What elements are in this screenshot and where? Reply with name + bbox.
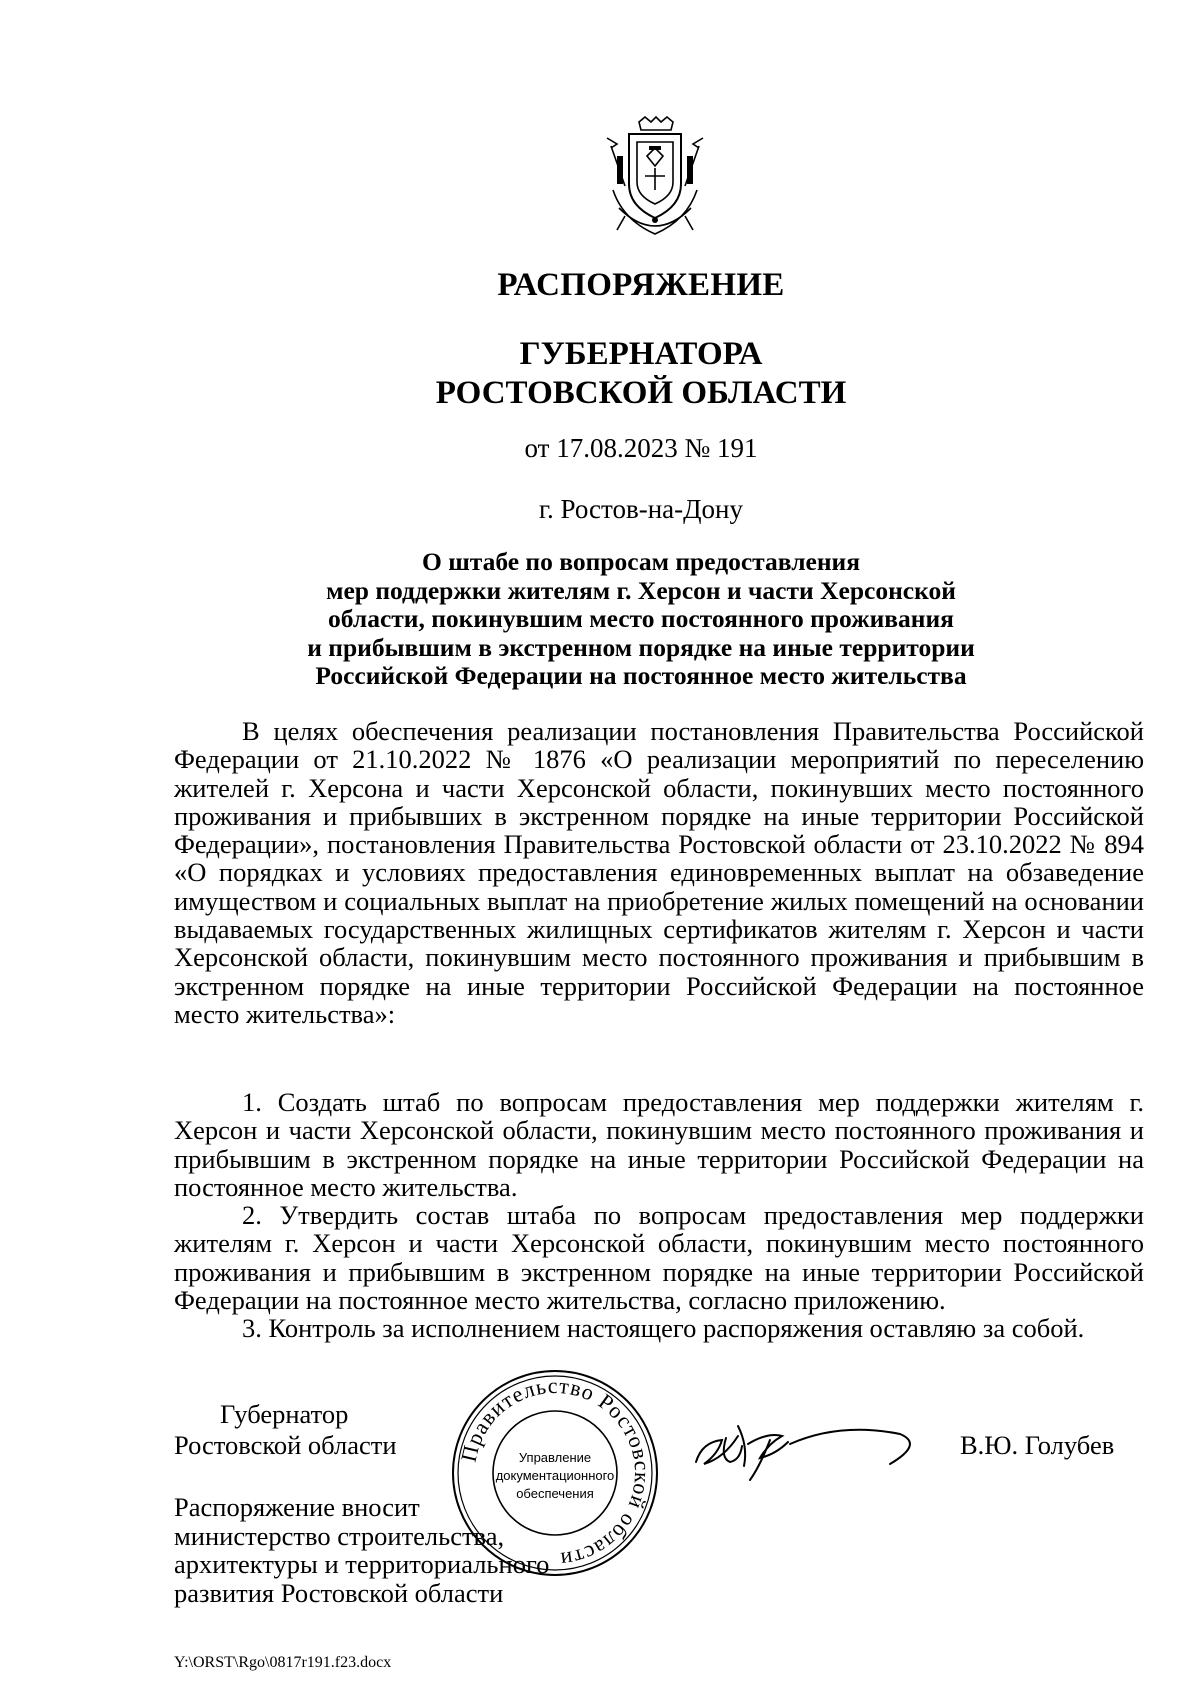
order-item: 3. Контроль за исполнением настоящего распоряжения оставляю за собой. [242,1313,1085,1344]
coat-of-arms-icon [599,116,711,240]
signatory-title-line: Ростовской области [174,1430,397,1460]
signatory-title [174,1399,397,1461]
issuer-line: ГУБЕРНАТОРА [519,336,763,372]
subject-line: и прибывшим в экстренном порядке на иные территории [307,632,975,662]
file-path: Y:\ORST\Rgo\0817r191.f23.docx [174,1654,392,1671]
subject-line: О штабе по вопросам предоставления [422,547,860,576]
subject-line: области, покинувшим место постоянного проживания [328,604,954,633]
preamble [174,717,1144,1028]
introduced-by-line: министерство строительства, [174,1520,505,1551]
order-item: 2. Утвердить состав штаба по вопросам предоставления мер поддержки жителям г. Херсон и части Херсонской области, покинувшим место постоянного проживания и прибывшим в экстренном порядке на иные территории Российской Федерации на постоянное место жительства, согласно приложению. [174,1200,1144,1316]
handwritten-signature [686,1410,926,1490]
signatory-title-line: Губернатор [220,1399,349,1429]
subject-line: мер поддержки жителям г. Херсон и части Херсонской [326,575,956,605]
signatory-name: В.Ю. Голубев [960,1430,1115,1460]
introduced-by-line: архитектуры и территориального [174,1549,550,1579]
date-number: от 17.08.2023 № 191 [524,433,758,463]
official-stamp [448,1366,662,1580]
stamp-center-line: обеспечения [516,1486,594,1501]
order-item: 1. Создать штаб по вопросам предоставления мер поддержки жителям г. Херсон и части Херсонской области, покинувшим место постоянного проживания и прибывшим в экстренном порядке на иные территории Российской Федерации на постоянное место жительства. [174,1087,1144,1202]
preamble-paragraph: В целях обеспечения реализации постановления Правительства Российской Федерации от 21.10.2022 № 1876 «О реализации мероприятий по переселению жителей г. Херсона и части Херсонской области, покинувших место постоянного проживания и прибывших в экстренном порядке на иные территории Российской Федерации», постановления Правительства Ростовской области от 23.10.2022 № 894 «О порядках и условиях предоставления единовременных выплат на обзаведение имуществом и социальных выплат на приобретение жилых помещений на основании выдаваемых государственных жилищных сертификатов жителям г. Херсон и части Херсонской области, покинувшим место постоянного проживания и прибывшим в экстренном порядке на иные территории Российской Федерации на постоянное место жительства»: [174,716,1144,1029]
subject-line: Российской Федерации на постоянное место жительства [315,661,967,690]
issuer-line: РОСТОВСКОЙ ОБЛАСТИ [435,375,847,411]
introduced-by-line: Распоряжение вносит [174,1492,420,1522]
issuer-block [160,335,1122,413]
introduced-by-line: развития Ростовской области [174,1577,504,1608]
document-title: РАСПОРЯЖЕНИЕ [497,267,785,303]
stamp-ring-text: Правительство Ростовской области [455,1372,656,1573]
order-items [174,1088,1144,1343]
subject-heading [160,548,1122,691]
city: г. Ростов-на-Дону [538,494,743,524]
stamp-center-line: Управление [518,1450,592,1465]
stamp-center-line: документационного [495,1468,615,1483]
